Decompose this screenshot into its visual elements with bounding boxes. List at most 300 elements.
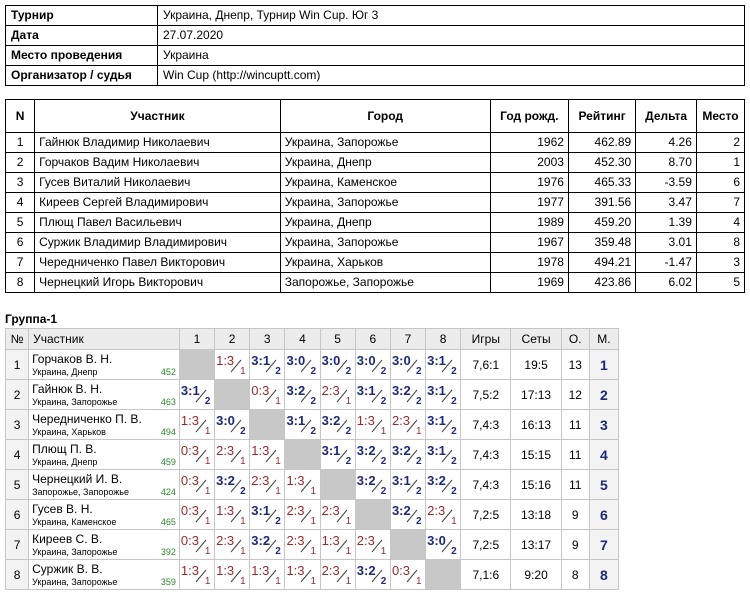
player-cell bbox=[29, 380, 180, 410]
participant-cell: 1978 bbox=[490, 253, 568, 273]
set-score: 3:2 bbox=[216, 472, 235, 488]
match-score-cell bbox=[179, 380, 214, 410]
participant-cell: 3.01 bbox=[636, 233, 697, 253]
diagonal-cell bbox=[426, 560, 461, 590]
set-score: 3:2 bbox=[356, 472, 376, 488]
games-cell: 7,2:5 bbox=[461, 500, 511, 530]
match-points: 2 bbox=[380, 365, 387, 377]
match-points: 2 bbox=[310, 395, 316, 407]
match-score-cell bbox=[179, 560, 214, 590]
match-points: 1 bbox=[240, 515, 246, 527]
match-score-cell bbox=[285, 470, 320, 500]
table-row bbox=[6, 530, 619, 560]
info-row bbox=[6, 6, 745, 26]
match-points: 1 bbox=[345, 395, 352, 407]
match-score bbox=[215, 441, 249, 469]
participants-header: Место bbox=[696, 100, 744, 133]
match-score-cell bbox=[215, 560, 250, 590]
set-score: 3:1 bbox=[427, 352, 446, 368]
set-score: 2:3 bbox=[251, 472, 270, 488]
player-name: Киреев С. В. bbox=[32, 531, 103, 546]
participant-cell: 8 bbox=[696, 233, 744, 253]
participant-cell: Плющ Павел Васильевич bbox=[35, 213, 281, 233]
player-rating: 359 bbox=[160, 576, 176, 587]
table-row bbox=[6, 233, 745, 253]
match-score-cell bbox=[179, 470, 214, 500]
player-rating: 424 bbox=[160, 486, 176, 497]
match-score bbox=[391, 561, 425, 589]
player-name: Плющ П. В. bbox=[32, 441, 97, 456]
participant-cell: 452.30 bbox=[568, 153, 635, 173]
set-score: 3:1 bbox=[251, 352, 271, 368]
match-score-cell bbox=[355, 350, 390, 380]
match-score bbox=[180, 531, 214, 559]
match-score bbox=[215, 351, 249, 379]
match-score bbox=[285, 411, 319, 439]
match-score bbox=[356, 531, 390, 559]
set-score: 3:2 bbox=[321, 412, 341, 428]
match-score bbox=[180, 501, 214, 529]
player-name: Чередниченко П. В. bbox=[32, 411, 142, 426]
match-score bbox=[356, 381, 390, 409]
participant-cell: 5 bbox=[696, 273, 744, 293]
participant-cell: Горчаков Вадим Николаевич bbox=[35, 153, 281, 173]
set-score: 1:3 bbox=[216, 502, 235, 518]
match-points: 2 bbox=[451, 365, 457, 377]
player-city-text: Украина, Харьков bbox=[32, 426, 106, 437]
set-score: 3:0 bbox=[216, 412, 235, 428]
match-score-cell bbox=[426, 470, 461, 500]
match-points: 1 bbox=[451, 515, 457, 527]
participant-cell: 1977 bbox=[490, 193, 568, 213]
participant-cell: 459.20 bbox=[568, 213, 635, 233]
match-score-cell bbox=[215, 410, 250, 440]
participant-cell: 494.21 bbox=[568, 253, 635, 273]
participant-cell: -3.59 bbox=[636, 173, 697, 193]
match-score-cell bbox=[355, 410, 390, 440]
set-score: 2:3 bbox=[356, 532, 375, 548]
match-points: 1 bbox=[310, 485, 316, 497]
match-score bbox=[215, 531, 249, 559]
info-row bbox=[6, 46, 745, 66]
match-points: 1 bbox=[204, 575, 211, 587]
player-rating: 494 bbox=[160, 426, 176, 437]
match-score bbox=[356, 471, 390, 499]
match-score-cell bbox=[250, 500, 285, 530]
match-score-cell bbox=[250, 530, 285, 560]
match-score-cell bbox=[426, 500, 461, 530]
table-row bbox=[6, 410, 619, 440]
match-score bbox=[285, 381, 319, 409]
match-score-cell bbox=[250, 380, 285, 410]
participant-cell: Гайнюк Владимир Николаевич bbox=[35, 133, 281, 153]
participant-cell: 1969 bbox=[490, 273, 568, 293]
set-score: 0:3 bbox=[251, 382, 270, 398]
games-cell: 7,4:3 bbox=[461, 470, 511, 500]
diagonal-cell bbox=[179, 350, 214, 380]
player-city bbox=[32, 396, 176, 408]
group-header: М. bbox=[589, 329, 618, 350]
participant-cell: Украина, Днепр bbox=[280, 153, 490, 173]
group-header: 7 bbox=[390, 329, 425, 350]
participant-cell: 1 bbox=[696, 153, 744, 173]
participants-header: N bbox=[6, 100, 35, 133]
match-points: 2 bbox=[345, 455, 352, 467]
match-points: 1 bbox=[345, 515, 352, 527]
participants-header: Участник bbox=[35, 100, 281, 133]
participant-cell: 7 bbox=[696, 193, 744, 213]
row-number: 8 bbox=[6, 560, 29, 590]
set-score: 2:3 bbox=[216, 442, 235, 458]
set-score: 3:1 bbox=[427, 412, 446, 428]
match-score-cell bbox=[285, 530, 320, 560]
match-score-cell bbox=[426, 350, 461, 380]
set-score: 3:0 bbox=[391, 352, 411, 368]
match-points: 2 bbox=[451, 545, 457, 557]
info-label: Дата bbox=[6, 26, 158, 46]
points-cell: 8 bbox=[561, 560, 589, 590]
participant-cell: Суржик Владимир Владимирович bbox=[35, 233, 281, 253]
match-points: 1 bbox=[240, 575, 246, 587]
player-city-text: Украина, Днепр bbox=[32, 366, 98, 377]
player-city-text: Украина, Запорожье bbox=[32, 546, 118, 557]
participants-table bbox=[5, 99, 745, 293]
place-cell: 3 bbox=[589, 410, 618, 440]
match-points: 1 bbox=[415, 425, 422, 437]
place-cell: 2 bbox=[589, 380, 618, 410]
participant-cell: 5 bbox=[6, 213, 35, 233]
player-name: Гайнюк В. Н. bbox=[32, 381, 103, 396]
match-score bbox=[356, 411, 390, 439]
set-score: 3:1 bbox=[356, 382, 376, 398]
match-score bbox=[180, 441, 214, 469]
match-score bbox=[321, 411, 355, 439]
participant-cell: Украина, Запорожье bbox=[280, 133, 490, 153]
participant-cell: 1989 bbox=[490, 213, 568, 233]
points-cell: 9 bbox=[561, 500, 589, 530]
table-row bbox=[6, 560, 619, 590]
set-score: 1:3 bbox=[251, 562, 270, 578]
table-row bbox=[6, 440, 619, 470]
participant-cell: Украина, Харьков bbox=[280, 253, 490, 273]
match-points: 1 bbox=[275, 455, 281, 467]
match-score bbox=[321, 351, 355, 379]
match-score-cell bbox=[320, 410, 355, 440]
match-points: 2 bbox=[380, 575, 387, 587]
participants-header: Год рожд. bbox=[490, 100, 568, 133]
match-points: 1 bbox=[240, 545, 246, 557]
set-score: 0:3 bbox=[180, 532, 199, 548]
match-score bbox=[426, 471, 460, 499]
participant-cell: 4 bbox=[696, 213, 744, 233]
match-score bbox=[285, 561, 319, 589]
match-score bbox=[391, 411, 425, 439]
group-header: 4 bbox=[285, 329, 320, 350]
match-score bbox=[285, 351, 319, 379]
player-name: Суржик В. В. bbox=[32, 561, 103, 576]
match-points: 1 bbox=[275, 395, 281, 407]
match-points: 2 bbox=[415, 455, 422, 467]
set-score: 3:0 bbox=[427, 532, 446, 548]
participant-cell: 1.39 bbox=[636, 213, 697, 233]
player-rating: 463 bbox=[160, 396, 176, 407]
participants-header: Рейтинг bbox=[568, 100, 635, 133]
match-score-cell bbox=[390, 470, 425, 500]
set-score: 3:1 bbox=[180, 382, 200, 398]
table-row bbox=[6, 153, 745, 173]
table-row bbox=[6, 193, 745, 213]
points-cell: 13 bbox=[561, 350, 589, 380]
participant-cell: Киреев Сергей Владимирович bbox=[35, 193, 281, 213]
participant-cell: 8 bbox=[6, 273, 35, 293]
match-score-cell bbox=[390, 560, 425, 590]
match-score bbox=[215, 561, 249, 589]
match-score-cell bbox=[390, 500, 425, 530]
player-cell bbox=[29, 500, 180, 530]
participant-cell: 7 bbox=[6, 253, 35, 273]
group-header: 6 bbox=[355, 329, 390, 350]
group-header: 2 bbox=[215, 329, 250, 350]
match-score bbox=[285, 531, 319, 559]
match-score-cell bbox=[390, 440, 425, 470]
diagonal-cell bbox=[320, 470, 355, 500]
games-cell: 7,4:3 bbox=[461, 410, 511, 440]
points-cell: 11 bbox=[561, 470, 589, 500]
match-score-cell bbox=[250, 440, 285, 470]
player-city-text: Украина, Днепр bbox=[32, 456, 98, 467]
match-score bbox=[356, 351, 390, 379]
match-score-cell bbox=[320, 530, 355, 560]
match-score-cell bbox=[426, 440, 461, 470]
match-score-cell bbox=[320, 560, 355, 590]
player-rating: 392 bbox=[160, 546, 176, 557]
row-number: 3 bbox=[6, 410, 29, 440]
table-row bbox=[6, 380, 619, 410]
match-score bbox=[321, 501, 355, 529]
match-score bbox=[250, 381, 284, 409]
match-score bbox=[321, 561, 355, 589]
participant-cell: 2 bbox=[696, 133, 744, 153]
set-score: 3:2 bbox=[391, 442, 411, 458]
match-points: 2 bbox=[380, 395, 387, 407]
player-city bbox=[32, 366, 176, 378]
set-score: 3:1 bbox=[286, 412, 306, 428]
match-score bbox=[250, 531, 284, 559]
set-score: 3:1 bbox=[427, 382, 446, 398]
match-points: 1 bbox=[345, 545, 352, 557]
sets-cell: 16:13 bbox=[511, 410, 561, 440]
match-score-cell bbox=[320, 350, 355, 380]
set-score: 3:1 bbox=[251, 502, 271, 518]
participant-cell: 1 bbox=[6, 133, 35, 153]
match-points: 1 bbox=[204, 455, 211, 467]
match-score bbox=[426, 441, 460, 469]
match-score-cell bbox=[215, 500, 250, 530]
games-cell: 7,6:1 bbox=[461, 350, 511, 380]
match-score bbox=[391, 381, 425, 409]
match-score-cell bbox=[390, 380, 425, 410]
group-header: 1 bbox=[179, 329, 214, 350]
games-cell: 7,1:6 bbox=[461, 560, 511, 590]
match-points: 1 bbox=[345, 575, 352, 587]
row-number: 2 bbox=[6, 380, 29, 410]
match-points: 2 bbox=[415, 395, 422, 407]
match-points: 2 bbox=[240, 425, 246, 437]
table-row bbox=[6, 213, 745, 233]
participant-cell: 8.70 bbox=[636, 153, 697, 173]
group-header: 3 bbox=[250, 329, 285, 350]
games-cell: 7,4:3 bbox=[461, 440, 511, 470]
participant-cell: 359.48 bbox=[568, 233, 635, 253]
set-score: 1:3 bbox=[216, 352, 235, 368]
participant-cell: 2003 bbox=[490, 153, 568, 173]
set-score: 3:1 bbox=[427, 442, 446, 458]
participant-cell: 3 bbox=[696, 253, 744, 273]
match-points: 2 bbox=[345, 365, 352, 377]
set-score: 3:1 bbox=[321, 442, 341, 458]
match-score bbox=[321, 441, 355, 469]
match-points: 2 bbox=[380, 485, 387, 497]
match-score-cell bbox=[179, 410, 214, 440]
match-points: 2 bbox=[380, 455, 387, 467]
match-score bbox=[356, 441, 390, 469]
info-label: Организатор / судья bbox=[6, 66, 158, 86]
match-points: 1 bbox=[310, 575, 316, 587]
match-score-cell bbox=[179, 440, 214, 470]
match-score-cell bbox=[355, 530, 390, 560]
tournament-info-table bbox=[5, 5, 745, 86]
set-score: 1:3 bbox=[286, 562, 305, 578]
set-score: 3:2 bbox=[251, 532, 271, 548]
participant-cell: 6 bbox=[696, 173, 744, 193]
participant-cell: 3 bbox=[6, 173, 35, 193]
match-points: 1 bbox=[204, 545, 211, 557]
group-header: № bbox=[6, 329, 29, 350]
match-score-cell bbox=[285, 560, 320, 590]
match-points: 1 bbox=[204, 485, 211, 497]
match-points: 2 bbox=[451, 455, 457, 467]
player-cell bbox=[29, 410, 180, 440]
match-score bbox=[180, 471, 214, 499]
set-score: 3:2 bbox=[356, 442, 376, 458]
table-row bbox=[6, 350, 619, 380]
sets-cell: 13:17 bbox=[511, 530, 561, 560]
match-points: 1 bbox=[240, 455, 246, 467]
match-score-cell bbox=[250, 470, 285, 500]
match-score-cell bbox=[179, 530, 214, 560]
diagonal-cell bbox=[285, 440, 320, 470]
match-points: 1 bbox=[275, 575, 281, 587]
group-results-table bbox=[5, 328, 619, 590]
table-row bbox=[6, 500, 619, 530]
info-row bbox=[6, 66, 745, 86]
place-cell: 6 bbox=[589, 500, 618, 530]
participant-cell: 1967 bbox=[490, 233, 568, 253]
participant-cell: Гусев Виталий Николаевич bbox=[35, 173, 281, 193]
points-cell: 12 bbox=[561, 380, 589, 410]
player-city bbox=[32, 516, 176, 528]
row-number: 5 bbox=[6, 470, 29, 500]
participants-header: Город bbox=[280, 100, 490, 133]
group-header: Игры bbox=[461, 329, 511, 350]
match-score-cell bbox=[320, 380, 355, 410]
set-score: 1:3 bbox=[356, 412, 375, 428]
match-score bbox=[285, 501, 319, 529]
player-rating: 459 bbox=[160, 456, 176, 467]
player-city bbox=[32, 486, 176, 498]
match-points: 1 bbox=[380, 545, 387, 557]
participant-cell: 6 bbox=[6, 233, 35, 253]
set-score: 3:2 bbox=[286, 382, 306, 398]
participant-cell: Украина, Каменское bbox=[280, 173, 490, 193]
group-header: 5 bbox=[320, 329, 355, 350]
set-score: 3:0 bbox=[286, 352, 306, 368]
match-score-cell bbox=[426, 530, 461, 560]
match-score bbox=[250, 471, 284, 499]
match-points: 2 bbox=[415, 515, 422, 527]
row-number: 6 bbox=[6, 500, 29, 530]
match-points: 1 bbox=[415, 575, 422, 587]
match-score-cell bbox=[320, 500, 355, 530]
info-row bbox=[6, 26, 745, 46]
set-score: 0:3 bbox=[391, 562, 411, 578]
participant-cell: Запорожье, Запорожье bbox=[280, 273, 490, 293]
place-cell: 4 bbox=[589, 440, 618, 470]
info-label: Турнир bbox=[6, 6, 158, 26]
set-score: 0:3 bbox=[180, 442, 199, 458]
match-score-cell bbox=[250, 560, 285, 590]
match-score-cell bbox=[285, 380, 320, 410]
match-score-cell bbox=[215, 440, 250, 470]
match-score-cell bbox=[355, 560, 390, 590]
match-score bbox=[426, 351, 460, 379]
diagonal-cell bbox=[390, 530, 425, 560]
match-score-cell bbox=[355, 470, 390, 500]
match-points: 2 bbox=[310, 425, 316, 437]
participant-cell: 1976 bbox=[490, 173, 568, 193]
match-points: 1 bbox=[204, 515, 211, 527]
participant-cell: 423.86 bbox=[568, 273, 635, 293]
info-value: 27.07.2020 bbox=[158, 26, 745, 46]
match-points: 1 bbox=[310, 545, 316, 557]
player-city-text: Украина, Запорожье bbox=[32, 576, 118, 587]
match-score-cell bbox=[355, 380, 390, 410]
player-cell bbox=[29, 350, 180, 380]
player-cell bbox=[29, 560, 180, 590]
table-row bbox=[6, 133, 745, 153]
match-score bbox=[215, 411, 249, 439]
match-score-cell bbox=[179, 500, 214, 530]
place-cell: 7 bbox=[589, 530, 618, 560]
set-score: 2:3 bbox=[427, 502, 446, 518]
set-score: 1:3 bbox=[180, 562, 199, 578]
points-cell: 11 bbox=[561, 410, 589, 440]
row-number: 7 bbox=[6, 530, 29, 560]
player-city-text: Украина, Запорожье bbox=[32, 396, 118, 407]
match-score-cell bbox=[215, 470, 250, 500]
player-cell bbox=[29, 470, 180, 500]
match-score bbox=[321, 531, 355, 559]
player-rating: 452 bbox=[160, 366, 176, 377]
match-score bbox=[250, 561, 284, 589]
set-score: 3:2 bbox=[356, 562, 376, 578]
match-points: 2 bbox=[240, 485, 246, 497]
set-score: 3:2 bbox=[427, 472, 446, 488]
match-score-cell bbox=[285, 410, 320, 440]
player-name: Горчаков В. Н. bbox=[32, 351, 113, 366]
match-points: 2 bbox=[275, 545, 281, 557]
match-score bbox=[180, 561, 214, 589]
